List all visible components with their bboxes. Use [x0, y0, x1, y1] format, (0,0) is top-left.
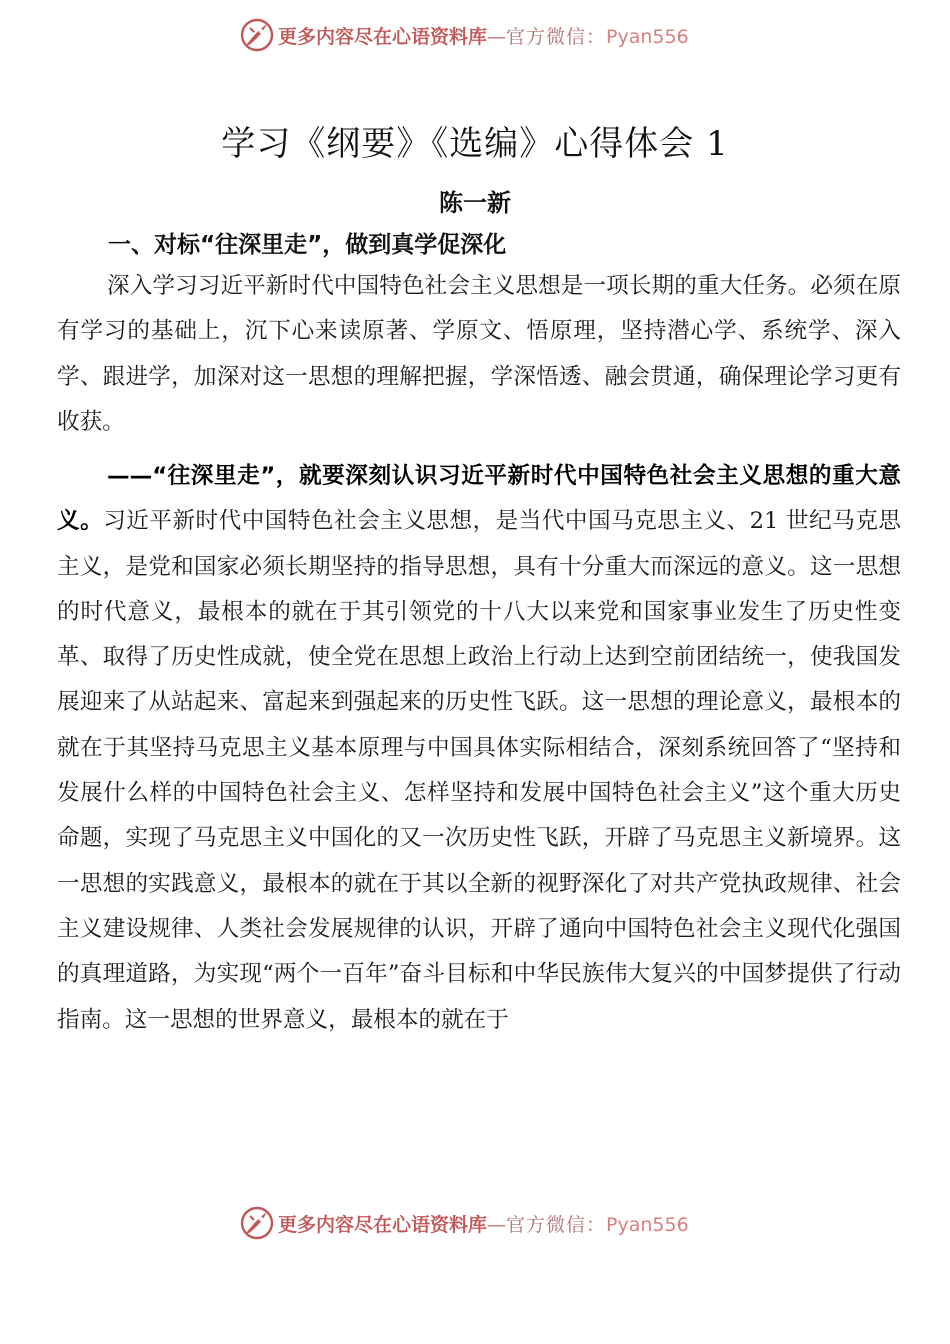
watermark-wechat-id: Pyan556 — [606, 1214, 689, 1236]
author-name: 陈一新 — [439, 189, 511, 217]
watermark-text — [278, 22, 689, 49]
paragraph-2-body: 习近平新时代中国特色社会主义思想，是当代中国马克思主义、21 世纪马克思主义，是党和国家必须长期坚持的指导思想，具有十分重大而深远的意义。这一思想的时代意义，最根本的就在于其引领党的十八大以来党和国家事业发生了历史性变革、取得了历史性成就，使全党在思想上政治上行动上达到空前团结统一，使我国发展迎来了从站起来、富起来到强起来的历史性飞跃。这一思想的理论意义，最根本的就在于其坚持马克思主义基本原理与中国具体实际相结合，深刻系统回答了“坚持和发展什么样的中国特色社会主义、怎样坚持和发展中国特色社会主义”这个重大历史命题，实现了马克思主义中国化的又一次历史性飞跃，开辟了马克思主义新境界。这一思想的实践意义，最根本的就在于其以全新的视野深化了对共产党执政规律、社会主义建设规律、人类社会发展规律的认识，开辟了通向中国特色社会主义现代化强国的真理道路，为实现“两个一百年”奋斗目标和中华民族伟大复兴的中国梦提供了行动指南。这一思想的世界意义，最根本的就在于 — [57, 508, 902, 1033]
watermark-wechat-id: Pyan556 — [606, 26, 689, 48]
paragraph-2-lead: ——“往深里走”，就要深刻认识习近平新时代中国特色社会主义思想的重大意义。 — [57, 463, 901, 535]
watermark-text — [278, 1210, 689, 1237]
watermark-wechat-label: 官方微信： — [506, 1214, 607, 1236]
section-heading: 一、对标“往深里走”，做到真学促深化 — [108, 232, 507, 258]
pen-nib-circle-logo-icon — [240, 18, 274, 52]
watermark-main-text: 更多内容尽在心语资料库 — [278, 26, 488, 48]
watermark-wechat-label: 官方微信： — [506, 26, 607, 48]
watermark-separator: — — [487, 26, 507, 48]
header-watermark — [0, 16, 950, 56]
paragraph-1: 深入学习习近平新时代中国特色社会主义思想是一项长期的重大任务。必须在原有学习的基础上，沉下心来读原著、学原文、悟原理，坚持潜心学、系统学、深入学、跟进学，加深对这一思想的理解把握，学深悟透、融会贯通，确保理论学习更有收获。 — [57, 273, 901, 435]
footer-watermark — [0, 1204, 950, 1244]
watermark-separator: — — [487, 1214, 507, 1236]
document-title: 学习《纲要》《选编》心得体会 1 — [221, 124, 729, 164]
paragraph-2 — [57, 454, 901, 1043]
pen-nib-circle-logo-icon — [240, 1206, 274, 1240]
watermark-main-text: 更多内容尽在心语资料库 — [278, 1214, 488, 1236]
